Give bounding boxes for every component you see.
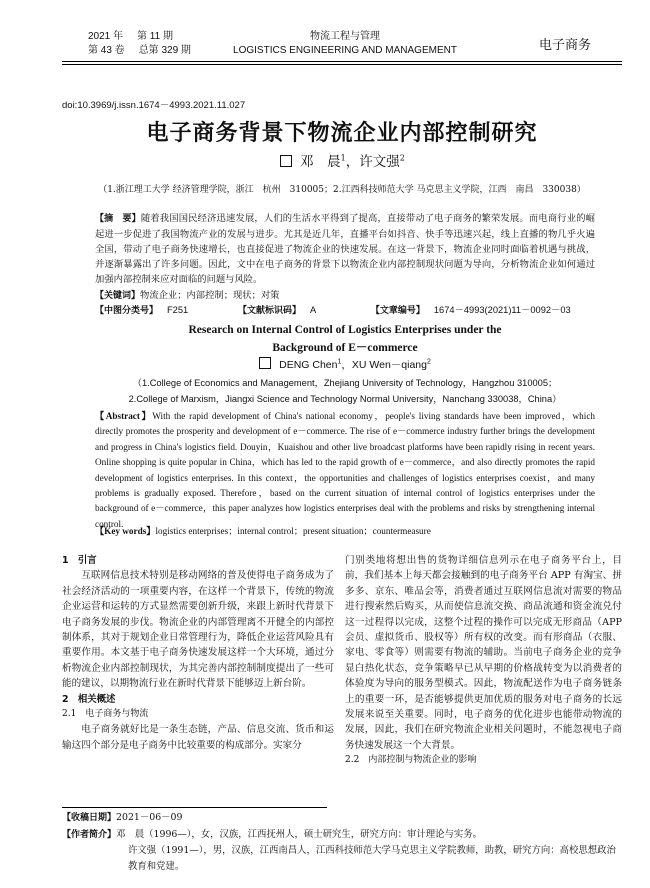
keywords-en-text: logistics enterprises；internal control；present situation；countermeasure <box>155 526 431 536</box>
authors-cn <box>200 150 485 170</box>
clc-value: F251 <box>166 305 189 315</box>
journal-name <box>215 30 475 58</box>
abstract-cn <box>95 211 595 287</box>
heading-internal-control-impact: 2.2 内部控制与物流企业的影响 <box>345 755 477 766</box>
author2-en-sup: 2 <box>426 358 431 366</box>
doi: doi:10.3969/j.issn.1674－4993.2021.11.027 <box>62 100 246 111</box>
keywords-cn <box>95 288 595 304</box>
article-no-value: 1674－4993(2021)11－0092－03 <box>433 305 571 315</box>
volume: 第 43 卷 <box>88 45 125 56</box>
footnote <box>62 807 622 874</box>
classification-row <box>95 303 571 319</box>
keywords-en-label: 【Key words】 <box>95 526 156 536</box>
author2-sup: 2 <box>399 153 405 163</box>
author2-cn: ，许文强 <box>345 154 400 170</box>
ecommerce-paragraph: 电子商务就好比是一条生态链，产品、信息交流、货币和运输这四个部分是电子商务中比较重要的构成部分。实家分 <box>62 724 334 751</box>
paper-title-en <box>95 321 595 357</box>
received-value: 2021－06－09 <box>116 812 183 823</box>
author2-en: ，XU Wen－qiang <box>341 359 427 371</box>
author-box-en-icon <box>259 357 271 369</box>
abstract-cn-label: 【摘 要】 <box>95 214 141 224</box>
issue-info <box>88 30 205 58</box>
abstract-en-label: 【Abstract】 <box>95 411 153 421</box>
author1-en-sup: 1 <box>337 358 342 366</box>
header-rule <box>62 61 622 62</box>
author-box-icon <box>280 155 292 167</box>
authors-en <box>95 357 595 372</box>
total-issue: 总第 329 期 <box>138 45 191 56</box>
article-no-label: 【文章编号】 <box>370 306 425 316</box>
author-bio-2 <box>62 843 622 874</box>
author1-sup: 1 <box>340 153 346 163</box>
doc-code-value: A <box>309 305 317 315</box>
keywords-cn-text: 物流企业；内部控制；现状；对策 <box>140 290 280 301</box>
section-label: 电子商务 <box>538 36 591 52</box>
clc-label: 【中图分类号】 <box>95 306 159 316</box>
title-en-line1: Research on Internal Control of Logistics Enterprises under the <box>188 324 502 336</box>
affiliation-en <box>95 375 595 407</box>
year: 2021 年 <box>88 31 124 42</box>
author1-cn: 邓 晨 <box>300 154 341 170</box>
header-rule-thin <box>62 64 622 65</box>
keywords-cn-label: 【关键词】 <box>95 291 141 301</box>
footnote-rule <box>62 807 327 808</box>
issue: 第 11 期 <box>137 31 173 42</box>
journal-name-en: LOGISTICS ENGINEERING AND MANAGEMENT <box>233 45 457 56</box>
abstract-en <box>95 409 595 532</box>
keywords-en <box>95 524 595 539</box>
title-en-line2: Background of E－commerce <box>272 342 418 354</box>
body-left-column <box>62 553 334 753</box>
author-bio-1 <box>62 827 622 844</box>
intro-paragraph: 互联网信息技术特别是移动网络的普及使得电子商务成为了社会经济活动的一项重要内容，在这样一个背景下，传统的物流企业运营和运转的方式显然需要创新升级，来跟上新时代背景下电子商务发展的步伐。物流企业的内部管理离不开健全的内部控制体系，其对于规划企业日常管理行为，降低企业运营风险具有重要作用。本文基于电子商务快速发展这样一个大环境，通过分析物流企业内部控制现状，为其完善内部控制制度提出了一些可能的建议，以期物流行业在新时代背景下能够迈上新台阶。 <box>62 570 334 690</box>
bio-label: 【作者简介】 <box>62 829 117 840</box>
bio2-text: 许文强（1991—），男，汉族，江西南昌人，江西科技师范大学马克思主义学院教师，助教，研究方向：高校思想政治教育和党建。 <box>128 845 616 872</box>
affiliation-en-line1: （1.College of Economics and Management，Zhejiang University of Technology，Hangzhou 310005； <box>132 378 558 388</box>
abstract-en-text: With the rapid development of China's national economy，people's living standards have been improved，which directly promotes the prosperity and development of e－commerce. The rise of e－commerce industry further brings the development and progress in China's logistics field. Douyin，Kuaishou and other live broadcast platforms have been rapidly rising in recent years. Online shopping is quite popular in China，which has led to the rapid growth of e－commerce，and also directly promotes the rapid development of logistics enterprises. In this context，the opportunities and challenges of logistics enterprises coexist，and many problems is gradually exposed. Therefore，based on the current situation of internal control of logistics enterprises under the background of e－commerce，this paper analyzes how logistics enterprises deal with the problems and risks by strengthening internal control. <box>95 411 595 529</box>
affiliation-en-line2: 2.College of Marxism，Jiangxi Science and Technology Normal University，Nanchang 330038，China） <box>128 394 562 404</box>
paper-title-cn: 电子商务背景下物流企业内部控制研究 <box>146 121 538 146</box>
received-label: 【收稿日期】 <box>62 813 117 823</box>
abstract-cn-text: 随着我国国民经济迅速发展，人们的生活水平得到了提高，直接带动了电子商务的繁荣发展。而电商行业的崛起进一步促进了我国物流产业的发展与进步。尤其是近几年，直播平台如抖音、快手等迅速兴起，线上直播的物几乎火遍全国，带动了电子商务快速增长，也直接促进了物流企业的快速发展。在这一背景下，物流企业同时面临着机遇与挑战，并逐渐暴露出了许多问题。因此，文中在电子商务的背景下以物流企业内部控制现状问题为导向，分析物流企业如何通过加强内部控制来应对面临的问题与风险。 <box>95 213 595 285</box>
ecommerce-paragraph-cont: 门别类地将想出售的货物详细信息列示在电子商务平台上，目前，我们基本上每天都会接触到的电子商务平台 APP 有淘宝、拼多多、京东、唯品会等，消费者通过互联网信息流对需要的物品进行搜索然后购买，从而使信息流交换、商品流通和资金流兑付这一过程得以完成，这整个过程的操作可以完成无形商品（APP 会员、虚拟货币、股权等）所有权的改变。而有形商品（衣服、家电、零食等）则需要有物流的辅助。当前电子商务企业的竞争显白热化状态，竞争策略早已从早期的价格战转变为以消费者的体验度为导向的服务型模式。因此，物流配送作为电子商务链条上的重要一环，是否能够提供更加优质的服务对电子商务的长远发展来说至关重要。同时，电子商务的优化进步也能带动物流的发展，因此，我们在研究物流企业相关问题时，不能忽视电子商务快速发展这一个大背景。 <box>345 555 622 751</box>
heading-overview: 2 相关概述 <box>62 693 116 705</box>
heading-ecommerce-logistics: 2.1 电子商务与物流 <box>62 709 149 720</box>
heading-introduction: 1 引言 <box>62 555 97 566</box>
journal-name-cn: 物流工程与管理 <box>310 31 380 42</box>
affiliation-cn: （1.浙江理工大学 经济管理学院，浙江 杭州 310005；2.江西科技师范大学 马克思主义学院，江西 南昌 330038） <box>98 185 586 195</box>
body-right-column <box>345 553 622 769</box>
received-date <box>62 810 622 827</box>
bio1-text: 邓 晨（1996—），女，汉族，江西抚州人，硕士研究生，研究方向：审计理论与实务。 <box>116 828 483 840</box>
author1-en: DENG Chen <box>279 359 338 371</box>
doc-code-label: 【文献标识码】 <box>237 306 301 316</box>
